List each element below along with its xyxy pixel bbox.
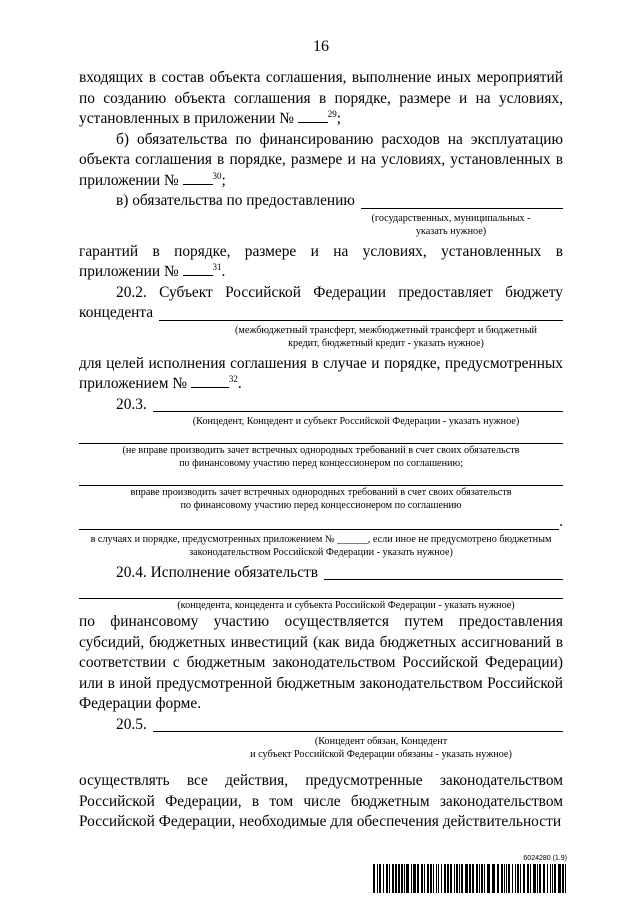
paragraph-13-label: 20.5.	[116, 715, 147, 733]
paragraph-3-line	[79, 191, 563, 212]
paragraph-10-note	[79, 533, 563, 559]
paragraph-6: для целей исполнения соглашения в случае и порядке, предусмотренных приложением № $^{32}$.	[79, 354, 563, 392]
footnote-30: 30	[212, 170, 222, 181]
barcode	[373, 855, 567, 893]
note-line: кредит, бюджетный кредит - указать нужное)	[288, 337, 484, 349]
paragraph-1-text: входящих в состав объекта соглашения, выполнение иных мероприятий по созданию объекта соглашения в порядке, размере и на условиях, установленных в приложении №	[79, 69, 563, 127]
paragraph-3-label: в) обязательства по предоставлению	[116, 192, 355, 209]
paragraph-9-note	[79, 486, 563, 512]
paragraph-14: осуществлять все действия, предусмотренные законодательством Российской Федерации, в том числе бюджетным законодательством Российской Федерации, необходимые для обеспечения действительности	[79, 772, 563, 830]
barcode-icon	[373, 864, 567, 893]
paragraph-1: входящих в состав объекта соглашения, выполнение иных мероприятий по созданию объекта соглашения в порядке, размере и на условиях, установленных в приложении № $^{29}$;	[79, 69, 563, 127]
note-line: (межбюджетный трансферт, межбюджетный трансферт и бюджетный	[234, 324, 537, 336]
footnote-29: 29	[327, 108, 337, 119]
document-page	[79, 36, 563, 833]
blank-field	[191, 375, 229, 388]
blank-field	[183, 172, 213, 185]
note-line: (не вправе производить зачет встречных однородных требований в счет своих обязательств	[122, 445, 520, 456]
fill-line	[79, 470, 563, 486]
paragraph-5b-label: концедента	[79, 304, 154, 321]
paragraph-2-text: б) обязательства по финансированию расходов на эксплуатацию объекта соглашения в порядке, размере и на условиях, установленных в приложении №	[79, 130, 563, 189]
fill-line	[153, 396, 563, 412]
note-line: по финансовому участию перед концессионером по соглашению	[180, 500, 462, 511]
paragraph-5a: 20.2. Субъект Российской Федерации предоставляет бюджету	[116, 283, 563, 301]
paragraph-8-note	[79, 444, 563, 470]
fill-line	[324, 564, 563, 580]
note-line: и субъект Российской Федерации обязаны - указать нужное)	[250, 749, 512, 760]
note-line: законодательством Российской Федерации - указать нужное)	[189, 546, 453, 558]
blank-field	[183, 263, 213, 276]
paragraph-13-note	[79, 735, 563, 761]
paragraph-13-line	[79, 715, 563, 736]
note-line: (Концедент обязан, Концедент	[314, 736, 448, 747]
paragraph-6-text: для целей исполнения соглашения в случае и порядке, предусмотренных приложением №	[79, 354, 563, 392]
paragraph-2: б) обязательства по финансированию расходов на эксплуатацию объекта соглашения в порядке, размере и на условиях, установленных в приложении № $^{30}$;	[79, 130, 563, 189]
paragraph-12: по финансовому участию осуществляется путем предоставления субсидий, бюджетных инвестиций (как вида бюджетных ассигнований в соответствии с бюджетным законодательством Российской Федерации) или в иной предусмотренной бюджетным законодательством Российской Федерации форме.	[79, 613, 563, 712]
paragraph-11-note: (концедента, концедента и субъекта Российской Федерации - указать нужное)	[177, 600, 515, 611]
fill-line	[79, 583, 563, 599]
paragraph-4: гарантий в порядке, размере и на условиях, установленных в приложении № $^{31}$.	[79, 242, 563, 280]
paragraph-10-line: .	[79, 512, 563, 533]
paragraph-4-text: гарантий в порядке, размере и на условиях, установленных в приложении №	[79, 242, 563, 280]
footnote-32: 32	[228, 373, 238, 384]
paragraph-5-note	[79, 324, 563, 350]
barcode-label: 6024280 (1.9)	[523, 855, 567, 862]
note-line: (государственных, муниципальных -	[371, 212, 531, 224]
paragraph-3-note	[79, 212, 563, 238]
paragraph-7-label: 20.3.	[116, 395, 147, 413]
note-line: вправе производить зачет встречных однородных требований в счет своих обязательств	[130, 487, 512, 498]
note-line: в случаях и порядке, предусмотренных приложением № ______, если иное не предусмотрено бюджетным	[90, 533, 552, 545]
fill-line	[361, 193, 563, 209]
paragraph-11-label: 20.4. Исполнение обязательств	[116, 563, 319, 581]
fill-line	[79, 428, 563, 444]
page-number: 16	[313, 38, 329, 55]
blank-field	[298, 110, 328, 123]
paragraph-7-note: (Концедент, Концедент и субъект Российской Федерации - указать нужное)	[192, 416, 520, 427]
paragraph-7-line	[79, 395, 563, 416]
note-line: указать нужное)	[415, 225, 487, 237]
fill-line	[153, 716, 563, 732]
paragraph-11-line	[79, 563, 563, 584]
fill-line	[79, 514, 559, 530]
note-line: по финансовому участию перед концессионером по соглашению;	[179, 458, 463, 469]
fill-line	[159, 305, 563, 321]
paragraph-5b-line	[79, 303, 563, 324]
footnote-31: 31	[212, 261, 222, 272]
